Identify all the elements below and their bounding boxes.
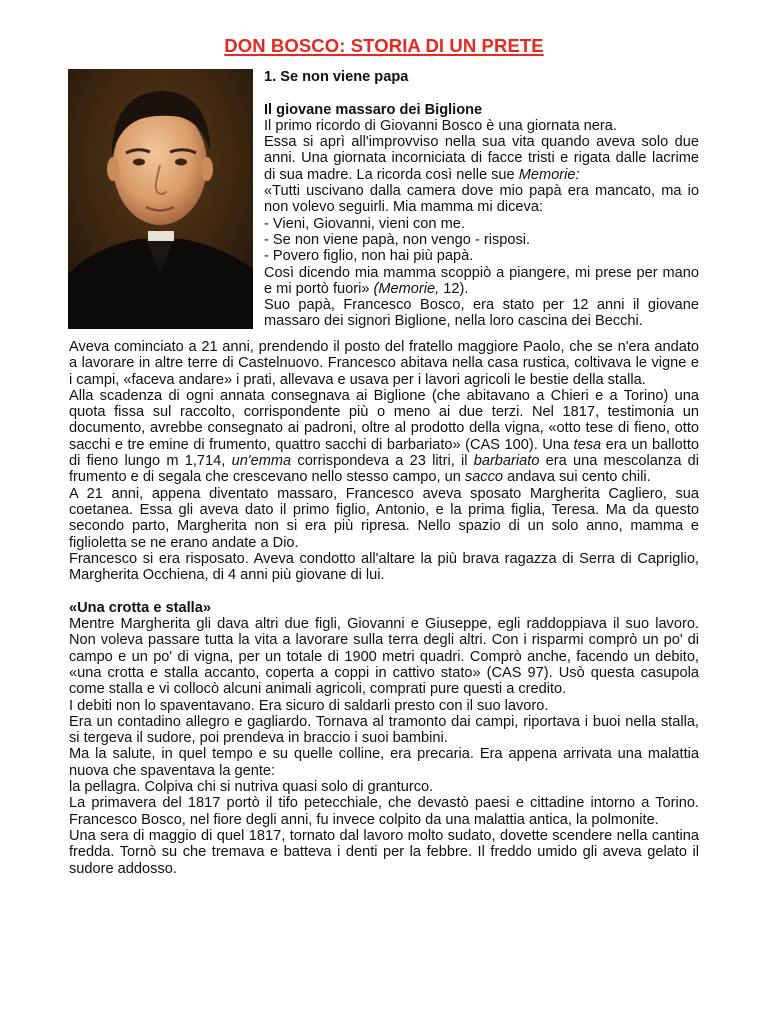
text-paragraph: Francesco si era risposato. Aveva condotto all'altare la più brava ragazza di Serra di Capriglio, Margherita Occhiena, di 4 anni più giovane di lui. bbox=[69, 550, 699, 584]
text-line: - Povero figlio, non hai più papà. bbox=[264, 248, 474, 265]
text-paragraph: la pellagra. Colpiva chi si nutriva quasi solo di granturco. bbox=[69, 779, 434, 796]
subheading: Il giovane massaro dei Biglione bbox=[264, 101, 483, 118]
text-paragraph: Aveva cominciato a 21 anni, prendendo il posto del fratello maggiore Paolo, che se n'era andato a lavorare in altre terre di Castelnuovo. Francesco abitava nella casa rustica, coltivava le vigne e i campi, «faceva andare» i prati, allevava e usava per i lavori agricoli le bestie della stalla. bbox=[69, 339, 699, 388]
italic-text: barbariato bbox=[473, 453, 540, 470]
italic-text: un'emma bbox=[231, 453, 292, 470]
italic-text: sacco bbox=[464, 469, 504, 486]
second-heading: «Una crotta e stalla» bbox=[69, 599, 211, 616]
text-paragraph bbox=[264, 265, 699, 298]
text-paragraph: Suo papà, Francesco Bosco, era stato per 12 anni il giovane massaro dei signori Biglione, nella loro cascina dei Becchi. bbox=[264, 297, 699, 330]
text-span: era un ballotto di fieno lungo m 1,714, bbox=[69, 436, 700, 470]
spacer bbox=[69, 583, 699, 599]
text-paragraph: A 21 anni, appena diventato massaro, Francesco aveva sposato Margherita Cagliero, sua coetanea. Essa gli aveva dato il primo figlio, Antonio, e la prima figlia, Teresa. Ma da questo secondo parto, Margherita non si era più ripresa. Nello spazio di un solo anno, mamma e figlioletta se ne erano andate a Dio. bbox=[69, 485, 699, 551]
text-paragraph: I debiti non lo spaventavano. Era sicuro di saldarli presto con il suo lavoro. bbox=[69, 697, 549, 714]
text-span: corrispondeva a 23 litri, il bbox=[297, 453, 468, 470]
text-paragraph: «Tutti uscivano dalla camera dove mio papà era mancato, ma io non volevo seguirli. Mia mamma mi diceva: bbox=[264, 183, 699, 216]
section-heading: 1. Se non viene papa bbox=[264, 69, 409, 85]
text-line: - Vieni, Giovanni, vieni con me. bbox=[264, 215, 465, 232]
text-span: era una mescolanza di frumento e di segala che crescevano nello stesso campo, un bbox=[69, 453, 700, 486]
text-paragraph bbox=[69, 388, 699, 486]
page-title: DON BOSCO: STORIA DI UN PRETE bbox=[224, 35, 544, 56]
text-paragraph: La primavera del 1817 portò il tifo petecchiale, che devastò paesi e cittadine intorno a Torino. Francesco Bosco, nel fiore degli anni, fu invece colpito da una malattia antica, la polmonite. bbox=[69, 795, 699, 828]
text-paragraph: Mentre Margherita gli dava altri due figli, Giovanni e Giuseppe, egli raddoppiava il suo lavoro. Non voleva passare tutta la vita a lavorare sulla terra degli altri. Con i risparmi comprò un po' di campo e un po' di vigna, per un totale di 1900 metri quadri. Comprò anche, facendo un debito, «una crotta e stalla accanto, coperta a coppi in cattivo stato» (CAS 97). Usò questa casupola come stalla e vi collocò alcuni animali agricoli, comprati pure questi a credito. bbox=[69, 616, 699, 698]
intro-column bbox=[264, 69, 699, 330]
text-span: andava sui cento chili. bbox=[507, 469, 651, 486]
body-column bbox=[69, 339, 699, 877]
text-line: - Se non viene papà, non vengo - risposi. bbox=[264, 231, 531, 248]
italic-text: (Memorie, bbox=[373, 280, 440, 297]
italic-text: tesa bbox=[573, 436, 602, 453]
text-paragraph: Una sera di maggio di quel 1817, tornato dal lavoro molto sudato, dovette scendere nella cantina fredda. Tornò su che tremava e batteva i denti per la febbre. Il freddo umido gli aveva gelato il sudore addosso. bbox=[69, 827, 699, 877]
text-span: Così dicendo mia mamma scoppiò a piangere, mi prese per mano e mi portò fuori» bbox=[264, 264, 699, 297]
text-span: 12). bbox=[443, 280, 469, 297]
portrait-image bbox=[68, 69, 253, 329]
text-span: Essa si aprì all'improvviso nella sua vita quando aveva solo due anni. Una giornata incorniciata di facce tristi e rigata dalle lacrime di sua madre. La ricorda così nelle sue bbox=[264, 134, 699, 183]
text-span: Alla scadenza di ogni annata consegnava ai Biglione (che abitavano a Chieri e a Torino) una quota fissa sul raccolto, corrispondente più o meno ai due terzi. Nel 1817, testimonia un documento, avrebbe consegnato ai padroni, oltre al prodotto della vigna, «otto tese di fieno, otto sacchi e tre emine di frumento, quattro sacchi di barbariato» (CAS 100). Una bbox=[69, 387, 699, 453]
text-paragraph: Era un contadino allegro e gagliardo. Tornava al tramonto dai campi, riportava i buoi nella stalla, si tergeva il sudore, poi prendeva in braccio i suoi bambini. bbox=[69, 713, 699, 747]
spacer bbox=[264, 85, 699, 101]
text-line: Il primo ricordo di Giovanni Bosco è una giornata nera. bbox=[264, 117, 617, 134]
italic-text: Memorie: bbox=[518, 166, 580, 183]
text-paragraph bbox=[264, 134, 699, 183]
text-paragraph: Ma la salute, in quel tempo e su quelle colline, era precaria. Era appena arrivata una malattia nuova che spaventava la gente: bbox=[69, 746, 699, 779]
